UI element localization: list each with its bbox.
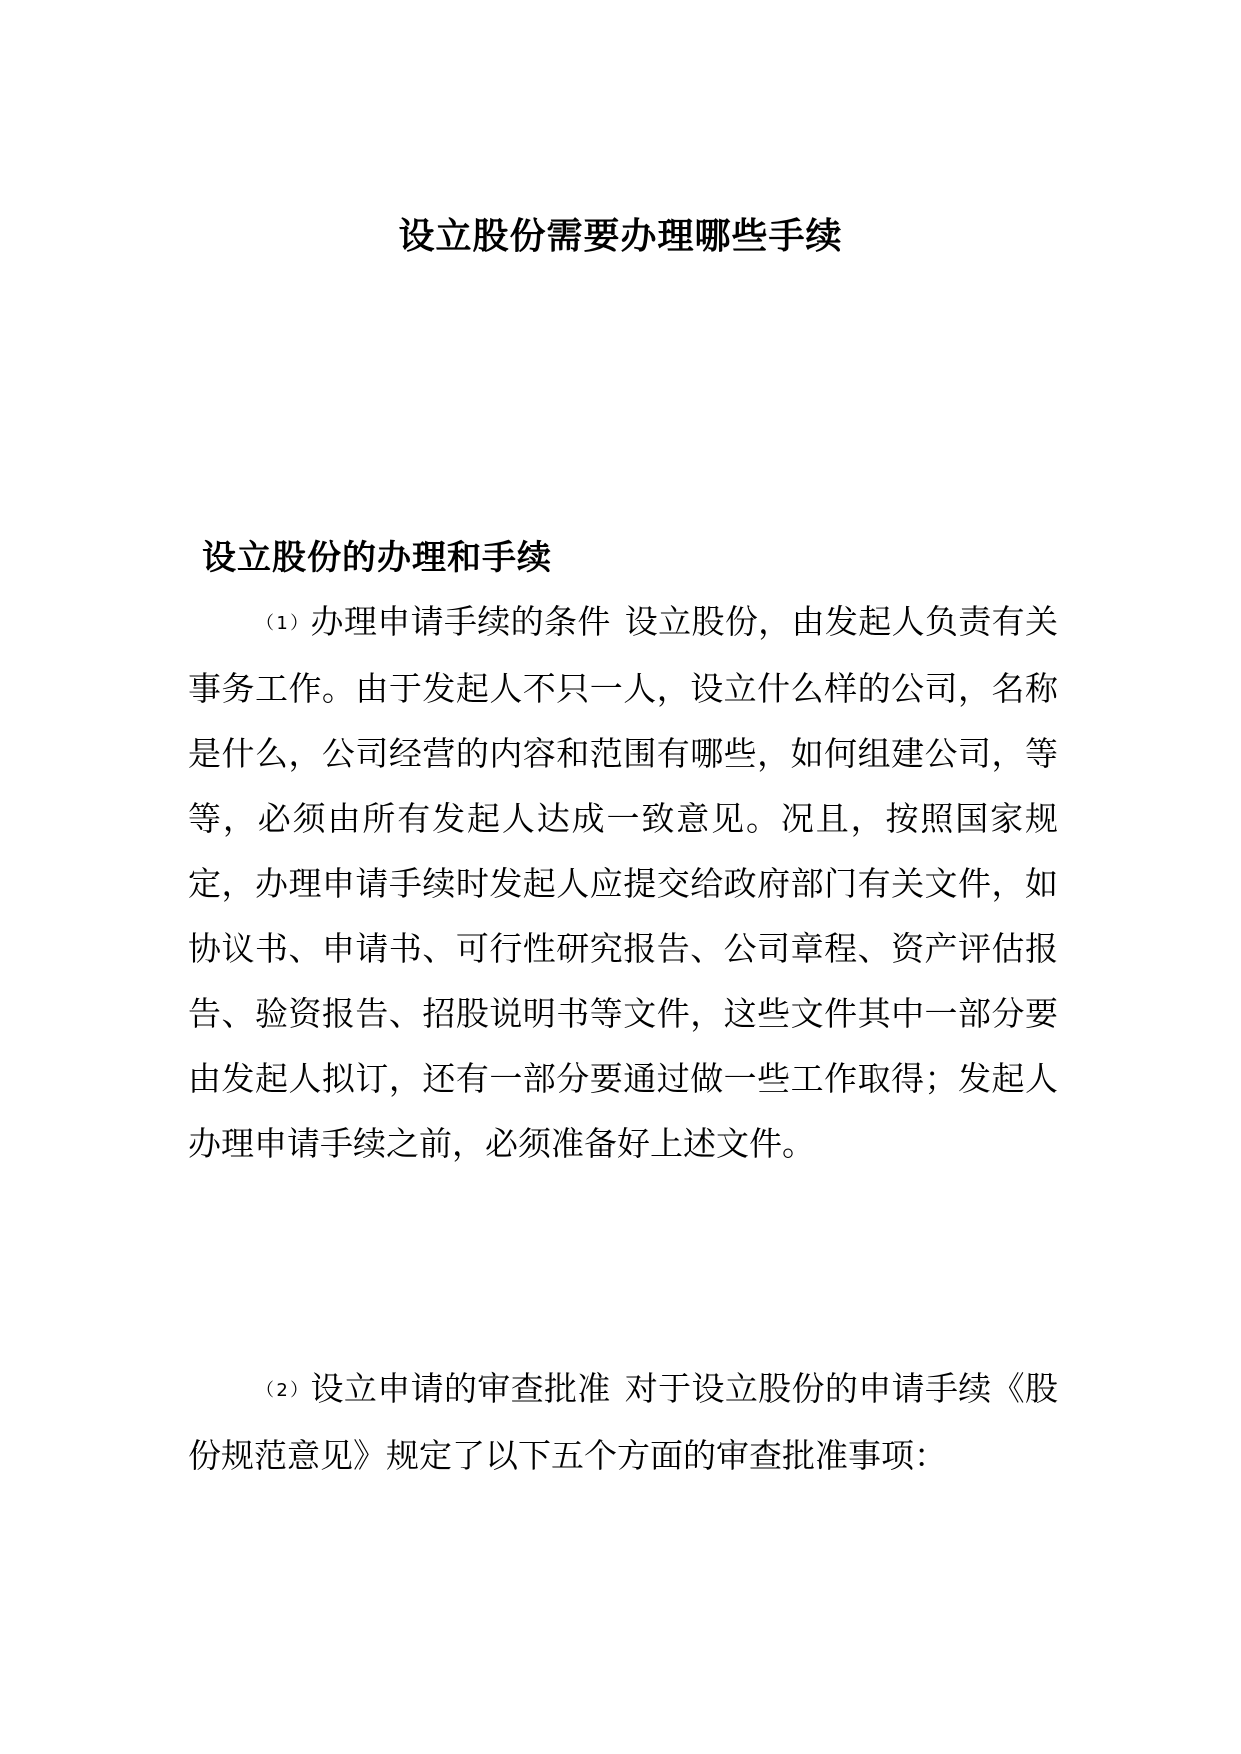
- paragraph-2-lead: 设立申请的审查批准: [310, 1369, 611, 1408]
- paragraph-1-text: 设立股份，由发起人负责有关事务工作。由于发起人不只一人，设立什么样的公司，名称是什么，公司经营的内容和范围有哪些，如何组建公司，等等，必须由所有发起人达成一致意见。况且，按照国家规定，办理申请手续时发起人应提交给政府部门有关文件，如协议书、申请书、可行性研究报告、公司章程、资产评估报告、验资报告、招股说明书等文件，这些文件其中一部分要由发起人拟订，还有一部分要通过做一些工作取得；发起人办理申请手续之前，必须准备好上述文件。: [188, 602, 1059, 1163]
- paragraph-2: [188, 1356, 1058, 1488]
- section-heading: 设立股份的办理和手续: [202, 538, 552, 579]
- paragraph-2-number: （2）: [256, 1380, 311, 1401]
- paragraph-1: [188, 589, 1058, 1176]
- paragraph-1-number: （1）: [256, 613, 311, 634]
- page-title: 设立股份需要办理哪些手续: [398, 215, 843, 258]
- paragraph-2-text: 对于设立股份的申请手续《股份规范意见》规定了以下五个方面的审查批准事项：: [188, 1369, 1059, 1475]
- paragraph-1-lead: 办理申请手续的条件: [310, 602, 611, 641]
